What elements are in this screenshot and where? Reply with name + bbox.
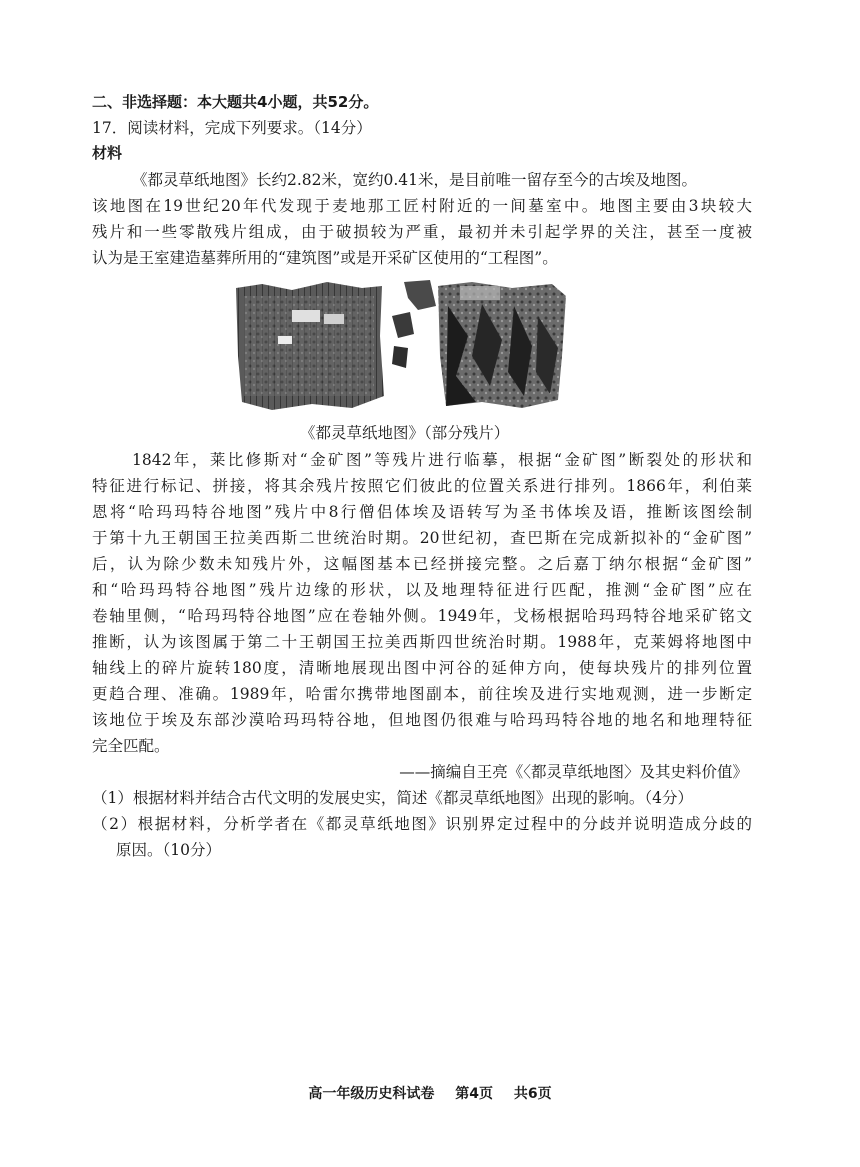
source-citation: ——摘编自王亮《〈都灵草纸地图〉及其史料价值》 xyxy=(399,763,748,781)
page-footer xyxy=(0,1083,860,1103)
section-title: 二、非选择题：本大题共4小题，共52分。 xyxy=(92,93,379,111)
papyrus-map-figure xyxy=(232,276,570,416)
figure-caption: 《都灵草纸地图》（部分残片） xyxy=(300,424,510,442)
sub-question-1: （1）根据材料并结合古代文明的发展史实，简述《都灵草纸地图》出现的影响。（4分） xyxy=(92,789,693,807)
body-line: 轴线上的碎片旋转180度，清晰地展现出图中河谷的延伸方向，使每块残片的排列位置 xyxy=(92,659,752,677)
body-line: 该地位于埃及东部沙漠哈玛玛特谷地，但地图仍很难与哈玛玛特谷地的地名和地理特征 xyxy=(92,711,752,729)
body-line: 于第十九王朝国王拉美西斯二世统治时期。20世纪初，查巴斯在完成新拟补的“金矿图” xyxy=(92,529,752,547)
footer-title: 高一年级历史科试卷 xyxy=(308,1086,435,1102)
intro-line: 该地图在19世纪20年代发现于麦地那工匠村附近的一间墓室中。地图主要由3块较大 xyxy=(92,197,752,215)
intro-line: 认为是王室建造墓葬所用的“建筑图”或是开采矿区使用的“工程图”。 xyxy=(92,249,558,267)
body-line: 更趋合理、准确。1989年，哈雷尔携带地图副本，前往埃及进行实地观测，进一步断定 xyxy=(92,685,752,703)
body-line: 完全匹配。 xyxy=(92,737,170,755)
material-label: 材料 xyxy=(92,144,123,162)
body-line: 卷轴里侧，“哈玛玛特谷地图”应在卷轴外侧。1949年，戈杨根据哈玛玛特谷地采矿铭文 xyxy=(92,607,752,625)
body-line: 恩将“哈玛玛特谷地图”残片中8行僧侣体埃及语转写为圣书体埃及语，推断该图绘制 xyxy=(92,503,752,521)
intro-line: 《都灵草纸地图》长约2.82米，宽约0.41米，是目前唯一留存至今的古埃及地图。 xyxy=(132,171,698,189)
body-line: 1842年，莱比修斯对“金矿图”等残片进行临摹，根据“金矿图”断裂处的形状和 xyxy=(132,451,752,469)
body-line: 后，认为除少数未知残片外，这幅图基本已经拼接完整。之后嘉丁纳尔根据“金矿图” xyxy=(92,555,752,573)
footer-page: 第4页 xyxy=(455,1086,493,1102)
question-title: 17．阅读材料，完成下列要求。（14分） xyxy=(92,119,372,137)
body-line: 推断，认为该图属于第二十王朝国王拉美西斯四世统治时期。1988年，克莱姆将地图中 xyxy=(92,633,752,651)
intro-line: 残片和一些零散残片组成，由于破损较为严重，最初并未引起学界的关注，甚至一度被 xyxy=(92,223,752,241)
body-line: 和“哈玛玛特谷地图”残片边缘的形状，以及地理特征进行匹配，推测“金矿图”应在 xyxy=(92,581,752,599)
footer-total: 共6页 xyxy=(513,1086,552,1102)
sub-question-2-cont: 原因。（10分） xyxy=(116,841,221,859)
sub-question-2: （2）根据材料，分析学者在《都灵草纸地图》识别界定过程中的分歧并说明造成分歧的 xyxy=(92,815,752,833)
body-line: 特征进行标记、拼接，将其余残片按照它们彼此的位置关系进行排列。1866年，利伯莱 xyxy=(92,477,752,495)
